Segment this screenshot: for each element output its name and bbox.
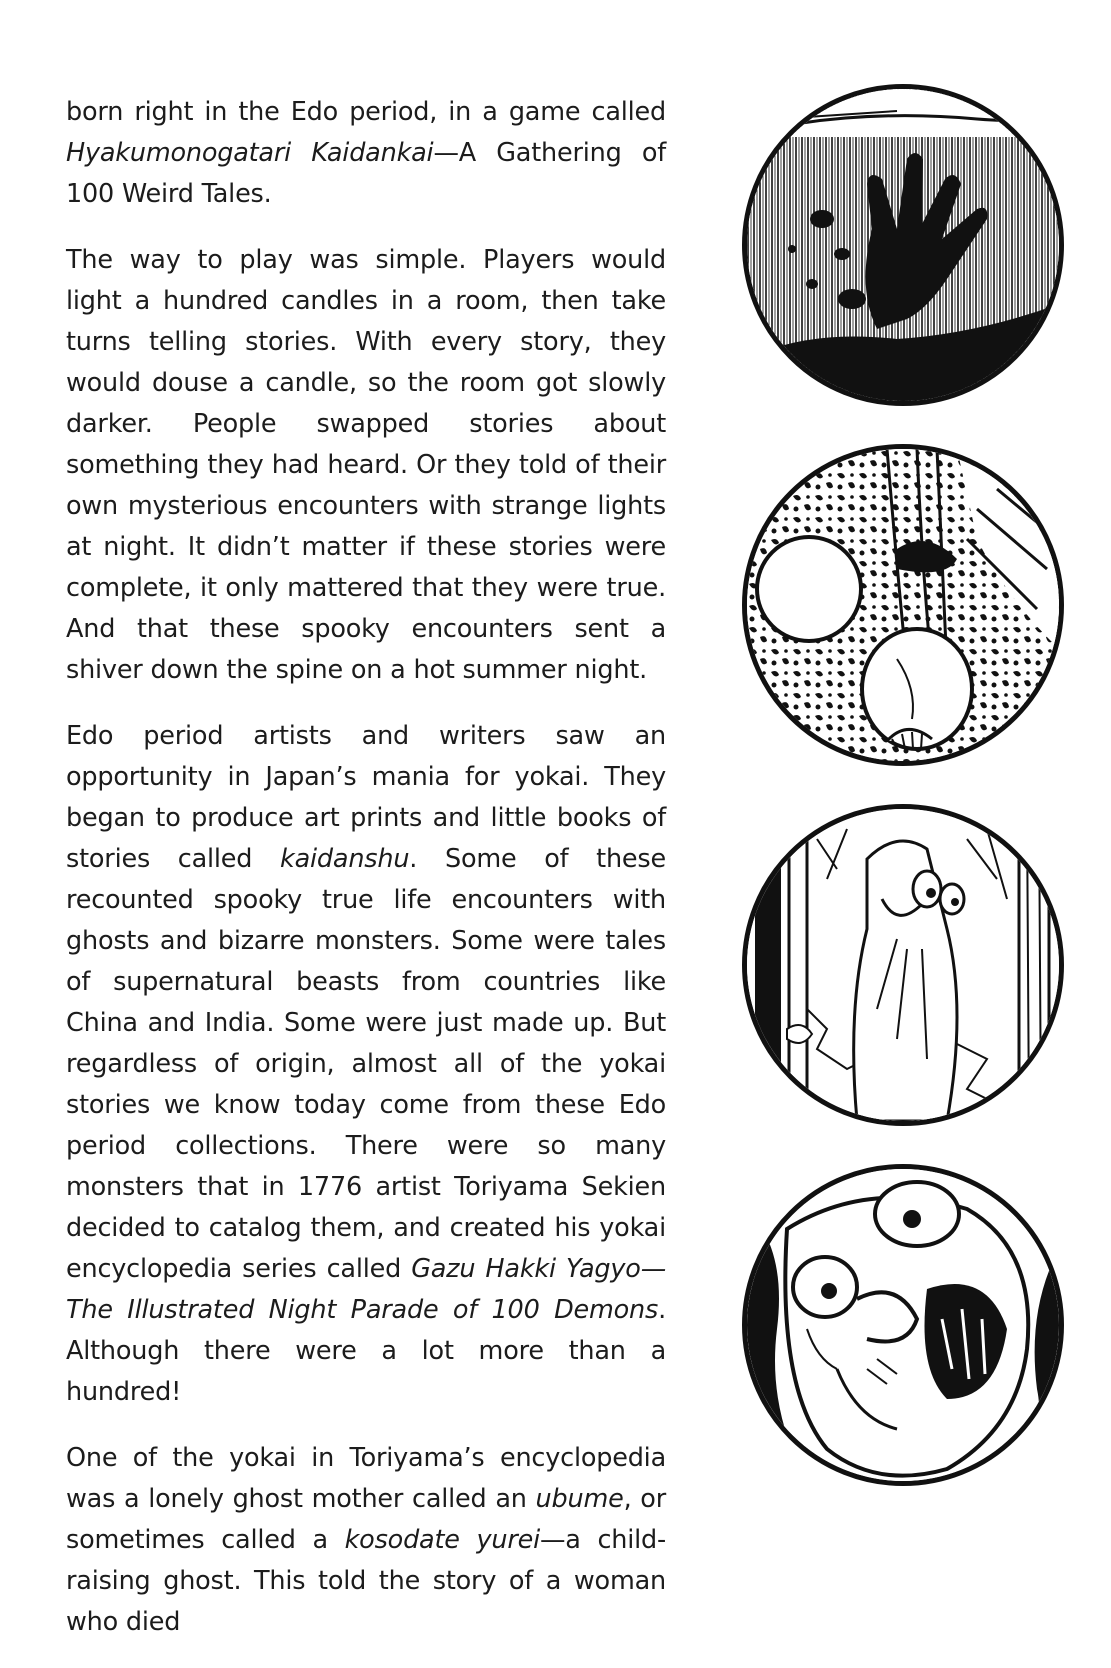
- frightened-face-illustration: [742, 1164, 1064, 1486]
- ghost-in-forest-illustration: [742, 804, 1064, 1126]
- paragraph-4: One of the yokai in Toriyama’s encyclopedia was a lonely ghost mother called an ubume, or sometimes called a kosodate yurei—a child-raising ghost. This told the story of a woman who died: [66, 1443, 666, 1637]
- eyeball-art: [747, 449, 1059, 761]
- paragraph-3: Edo period artists and writers saw an opportunity in Japan’s mania for yokai. They began to produce art prints and little books of stories called kaidanshu. Some of these recounted spooky true life encounters with ghosts and bizarre monsters. Some were tales of supernatural beasts from countries like China and India. Some were just made up. But regardless of origin, almost all of the yokai stories we know today come from these Edo period collections. There were so many monsters that in 1776 artist Toriyama Sekien decided to catalog them, and created his yokai encyclopedia series called Gazu Hakki Yagyo—The Illustrated Night Parade of 100 Demons. Although there were a lot more than a hundred!: [66, 721, 666, 1407]
- hand-illustration: [742, 84, 1064, 406]
- paragraph-2: The way to play was simple. Players would light a hundred candles in a room, then take turns telling stories. With every story, they would douse a candle, so the room got slowly darker. People swapped stories about something they had heard. Or they told of their own mysterious encounters with strange lights at night. It didn’t matter if these stories were complete, it only mattered that they were true. And that these spooky encounters sent a shiver down the spine on a hot summer night.: [66, 245, 666, 685]
- article-text: [66, 92, 666, 1668]
- frightened-face-art: [747, 1169, 1059, 1481]
- paragraph-1: born right in the Edo period, in a game called Hyakumonogatari Kaidankai—A Gathering of 100 Weird Tales.: [66, 97, 666, 209]
- ghost-forest-art: [747, 809, 1059, 1121]
- eyeball-illustration: [742, 444, 1064, 766]
- hand-art: [747, 89, 1059, 401]
